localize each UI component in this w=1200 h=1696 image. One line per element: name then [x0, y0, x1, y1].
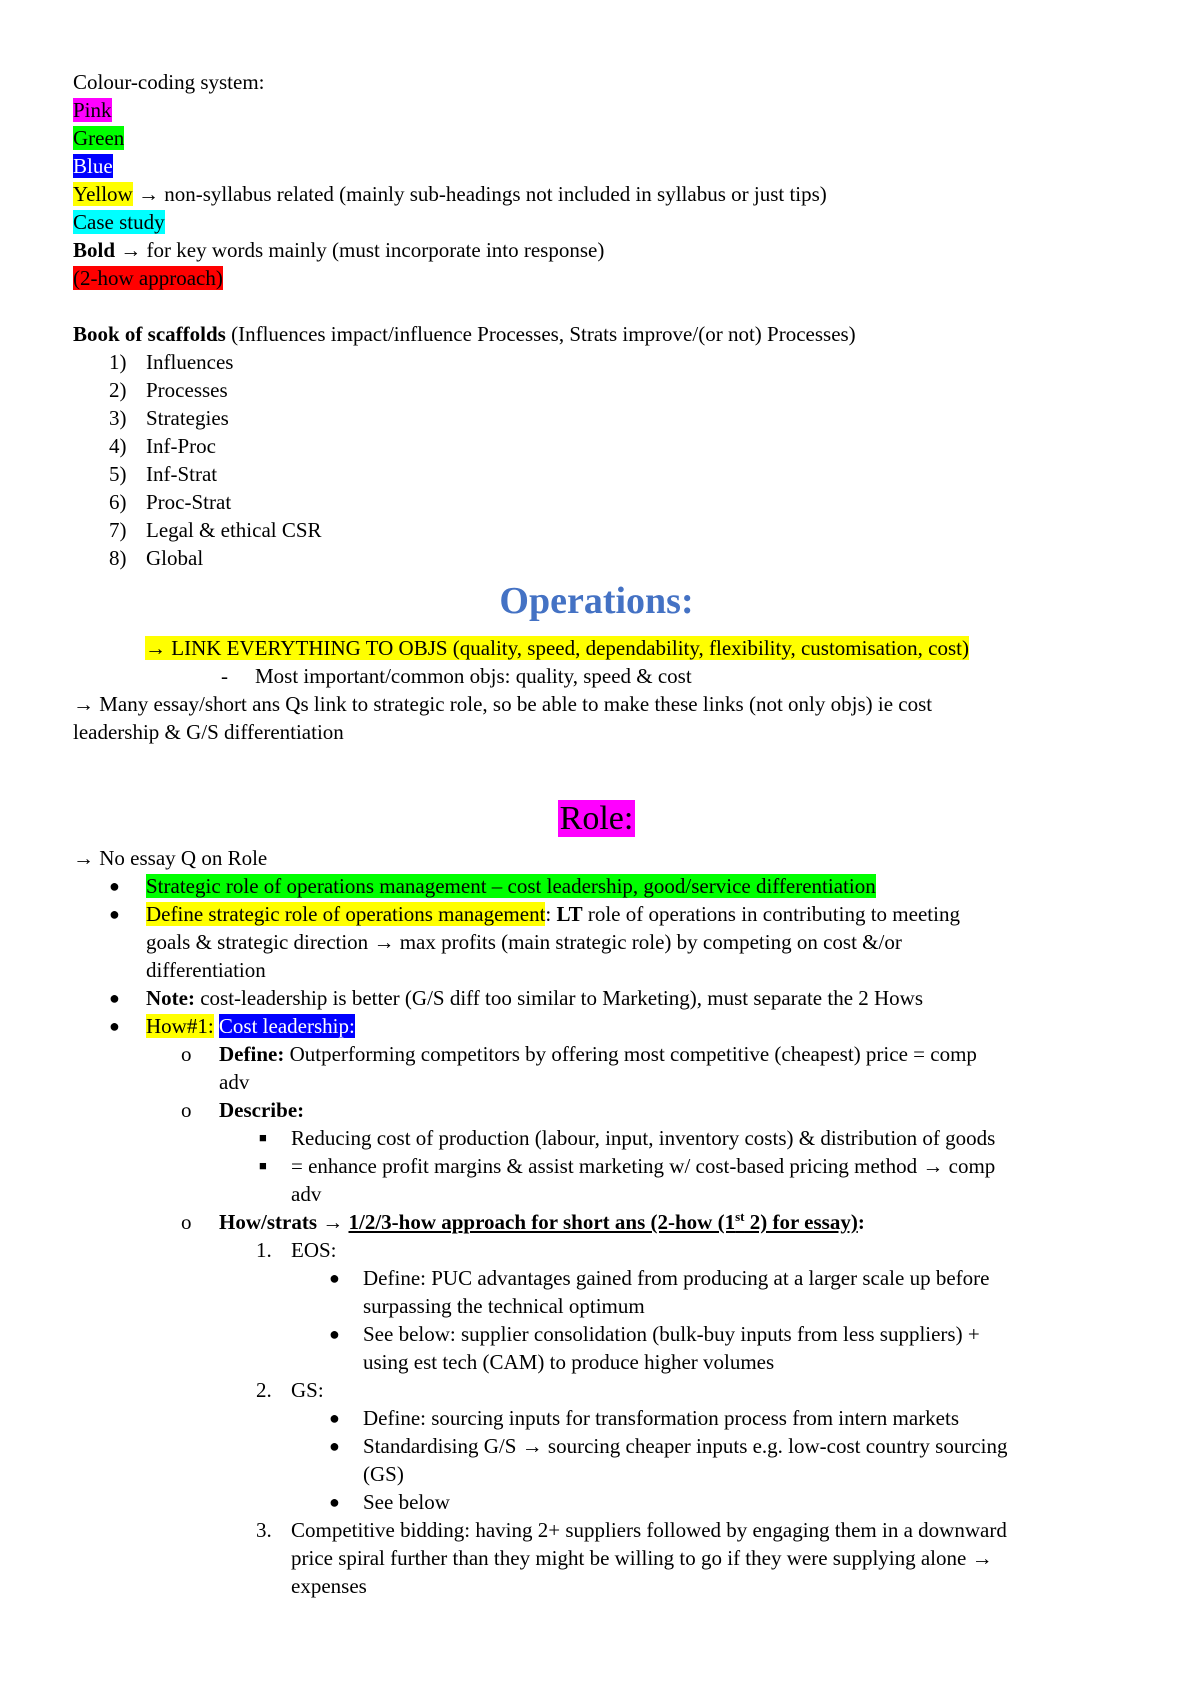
bullet-icon: ●	[329, 1324, 340, 1344]
arrow-icon: →	[120, 238, 142, 262]
legend-yellow: Yellow	[73, 182, 133, 206]
legend-red: (2-how approach)	[73, 266, 223, 290]
list-item: 5) Inf-Strat	[109, 462, 218, 486]
arrow-icon: →	[322, 1210, 344, 1234]
list-item: ● Note: cost-leadership is better (G/S diff too similar to Marketing), must separate the 2 Hows	[109, 986, 924, 1010]
list-item: 3) Strategies	[109, 406, 229, 430]
list-item: ● Standardising G/S → sourcing cheaper inputs e.g. low-cost country sourcing	[329, 1434, 1008, 1458]
legend-title: Colour-coding system:	[73, 70, 265, 94]
list-item: ● How#1: Cost leadership:	[109, 1014, 355, 1038]
bullet-icon: ●	[109, 988, 120, 1008]
essay-link-line-cont: leadership & G/S differentiation	[73, 720, 344, 744]
arrow-icon: →	[145, 636, 166, 660]
legend-pink: Pink	[73, 98, 112, 122]
list-item: o Describe:	[181, 1098, 305, 1122]
arrow-icon: →	[521, 1434, 543, 1458]
list-item: 2. GS:	[256, 1378, 324, 1402]
important-objs-line: Most important/common objs: quality, speed & cost	[255, 664, 692, 688]
list-item: ● Define: sourcing inputs for transformation process from intern markets	[329, 1406, 960, 1430]
circle-bullet-icon: o	[181, 1042, 192, 1066]
legend-blue: Blue	[73, 154, 113, 178]
link-objs-line: → LINK EVERYTHING TO OBJS (quality, speed, dependability, flexibility, customisation, cost)	[145, 636, 969, 660]
no-essay-line: No essay Q on Role	[94, 846, 268, 870]
legend-bold-desc: for key words mainly (must incorporate into response)	[141, 238, 605, 262]
bullet-icon: ●	[109, 876, 120, 896]
list-item: 1. EOS:	[256, 1238, 337, 1262]
list-item: ● Define strategic role of operations management: LT role of operations in contributing to meeting	[109, 902, 960, 926]
circle-bullet-icon: o	[181, 1210, 192, 1234]
list-item: 1) Influences	[109, 350, 234, 374]
list-item: 8) Global	[109, 546, 204, 570]
list-item: ■ Reducing cost of production (labour, input, inventory costs) & distribution of goods	[259, 1126, 996, 1150]
arrow-icon: →	[73, 846, 94, 870]
bullet-icon: ●	[329, 1408, 340, 1428]
list-item: 7) Legal & ethical CSR	[109, 518, 322, 542]
bullet-icon: ●	[329, 1268, 340, 1288]
arrow-icon: →	[73, 692, 94, 716]
list-item: 4) Inf-Proc	[109, 434, 216, 458]
legend-yellow-desc: non-syllabus related (mainly sub-headings not included in syllabus or just tips)	[158, 182, 827, 206]
document-page: Colour-coding system: Pink Green Blue Yellow → non-syllabus related (mainly sub-headings not included in syllabus or just tips) Case study Bold → for key words mainly (must incorporate into response) (2-how approach) Book of scaffolds (Influences impact/influence Processes, Strats improve/(or not) Processes) 1) Influences 2) Processes 3) Strategies 4) Inf-Proc 5) Inf-Strat 6) Proc-Strat 7) Legal & ethical CSR 8) Global Operations: → LINK EVERYTHING TO OBJS (quality, speed, dependability, flexibility, customisation, cost) - Most important/common objs: quality, speed & cost → Many essay/short ans Qs link to strategic role, so be able to make these links (not only objs) ie cost leadership & G/S differentiation Role: → No essay Q on Role ● Strategic role of operations management – cost leadership, good/service differentiation ● Define strategic role of operations management: LT role of operations in contributing to meeting goals & strategic direction → max profits (main strategic role) by competing on cost &/or differentiation ● Note: cost-leadership is better (G/S diff too similar to Marketing), must separate the 2 Hows ● How#1: Cost leadership: o Define: Outperforming competitors by offering most competitive (cheapest) price = comp adv o Describe: ■ Reducing cost of production (labour, input, inventory costs) & distribution of goods ■ = enhance profit margins & assist marketing w/ cost-based pricing method → comp adv o How/strats → 1/2/3-how approach for short ans (2-how (1st 2) for essay): 1. EOS: ● Define: PUC advantages gained from producing at a larger scale up before surpassing the technical optimum ● See below: supplier consolidation (bulk-buy inputs from less suppliers) + using est tech (CAM) to produce higher volumes 2. GS: ● Define: sourcing inputs for transformation process from intern markets ● Standardising G/S → sourcing cheaper inputs e.g. low-cost country sourcing (GS) ● See below 3. Competitive bidding: having 2+ suppliers followed by engaging them in a downward price spiral further than they might be willing to go if they were supplying alone → expenses	[0, 0, 1200, 1696]
list-item: ● Strategic role of operations management – cost leadership, good/service differentiation	[109, 874, 876, 898]
list-item: 3. Competitive bidding: having 2+ suppliers followed by engaging them in a downward	[256, 1518, 1007, 1542]
bullet-icon: ●	[109, 904, 120, 924]
arrow-icon: →	[922, 1154, 944, 1178]
essay-link-line: Many essay/short ans Qs link to strategic role, so be able to make these links (not only objs) ie cost	[94, 692, 933, 716]
list-item: ■ = enhance profit margins & assist marketing w/ cost-based pricing method → comp	[259, 1154, 996, 1178]
list-item: ● See below: supplier consolidation (bulk-buy inputs from less suppliers) +	[329, 1322, 980, 1346]
square-bullet-icon: ■	[259, 1130, 267, 1145]
arrow-icon: →	[971, 1546, 993, 1570]
arrow-icon: →	[137, 182, 159, 206]
list-item: 2) Processes	[109, 378, 228, 402]
list-item: o How/strats → 1/2/3-how approach for short ans (2-how (1st 2) for essay):	[181, 1209, 865, 1234]
list-item: 6) Proc-Strat	[109, 490, 232, 514]
list-item: ● See below	[329, 1490, 450, 1514]
bullet-icon: ●	[109, 1016, 120, 1036]
list-item: o Define: Outperforming competitors by offering most competitive (cheapest) price = comp	[181, 1042, 977, 1066]
circle-bullet-icon: o	[181, 1098, 192, 1122]
legend-bold: Bold	[73, 238, 116, 262]
role-heading: Role:	[559, 800, 634, 837]
list-item: ● Define: PUC advantages gained from producing at a larger scale up before	[329, 1266, 990, 1290]
bullet-icon: ●	[329, 1492, 340, 1512]
scaffolds-list	[73, 348, 1120, 572]
legend-green: Green	[73, 126, 125, 150]
square-bullet-icon: ■	[259, 1158, 267, 1173]
operations-heading: Operations:	[499, 580, 694, 622]
bullet-icon: ●	[329, 1436, 340, 1456]
scaffolds-heading: Book of scaffolds (Influences impact/influence Processes, Strats improve/(or not) Processes)	[73, 322, 856, 346]
legend-case-study: Case study	[73, 210, 165, 234]
arrow-icon: →	[373, 930, 395, 954]
